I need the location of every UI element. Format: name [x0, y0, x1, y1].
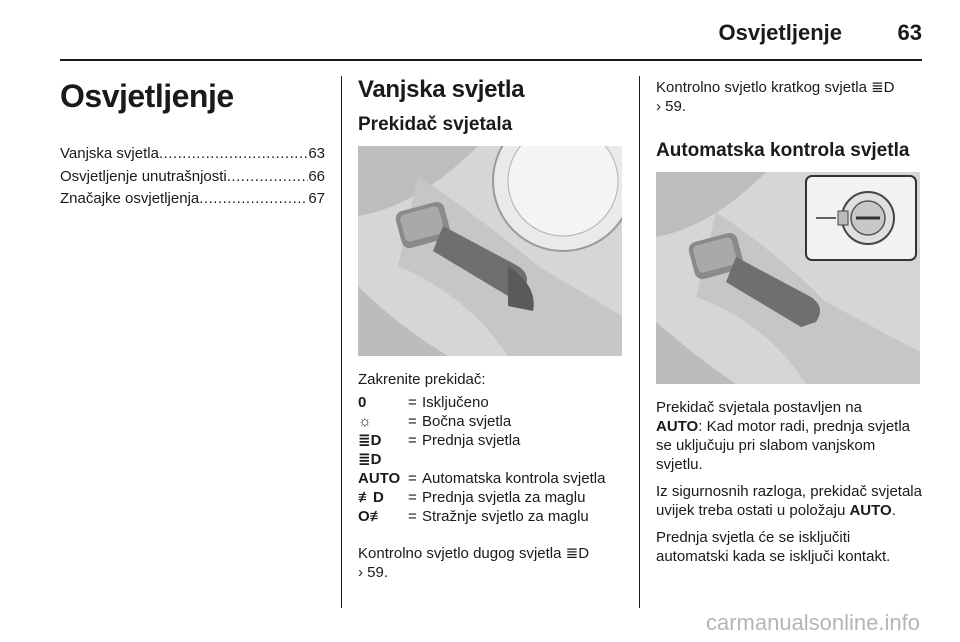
auto-symbol: AUTO: [849, 502, 892, 519]
subsection-title: Prekidač svjetala: [358, 114, 513, 135]
section-title: Vanjska svjetla: [358, 76, 525, 103]
symbol-list: [358, 393, 622, 526]
page-reference-link[interactable]: › 59.: [358, 564, 389, 581]
auto-light-illustration: [656, 172, 920, 384]
safety-paragraph: Iz sigurnosnih razloga, prekidač svjetala uvijek treba ostati u položaju AUTO.: [656, 483, 922, 519]
list-item: O≢ = Stražnje svjetlo za maglu: [358, 508, 589, 525]
header-rule: [60, 59, 922, 61]
toc-item[interactable]: Značajke osvjetljenja ..... 67: [60, 188, 325, 211]
list-item: ≢D = Prednja svjetla za maglu: [358, 489, 586, 506]
header-page-number: 63: [897, 20, 922, 45]
page-reference-link[interactable]: › 59.: [656, 98, 687, 115]
off-symbol: 0: [358, 394, 367, 411]
auto-symbol: AUTO: [358, 470, 401, 487]
headlight-icon: ≣D ≣D: [358, 432, 382, 468]
intro-text: Zakrenite prekidač:: [358, 371, 486, 388]
high-beam-note: Kontrolno svjetlo dugog svjetla ≣D › 59.: [358, 545, 590, 581]
low-beam-note: Kontrolno svjetlo kratkog svjetla ≣D › 59.: [656, 79, 895, 115]
column-2: [358, 68, 622, 582]
list-item: AUTO = Automatska kontrola svjetla: [358, 470, 606, 487]
rear-fog-light-icon: O≢: [358, 508, 385, 525]
table-of-contents: [60, 143, 325, 211]
list-item: ≣D ≣D = Prednja svjetla: [358, 432, 521, 468]
side-light-icon: ☼: [358, 413, 372, 430]
header-title: Osvjetljenje: [718, 20, 842, 45]
watermark: carmanualsonline.info: [705, 610, 920, 635]
section-title: Automatska kontrola svjetla: [656, 140, 910, 161]
toc-item[interactable]: Osvjetljenje unutrašnjosti ..... 66: [60, 166, 325, 189]
column-divider-2: [639, 76, 640, 608]
front-fog-light-icon: ≢D: [358, 489, 384, 506]
column-divider-1: [341, 76, 342, 608]
column-3: [656, 68, 922, 566]
list-item: ☼ = Bočna svjetla: [358, 413, 512, 430]
list-item: 0 = Isključeno: [358, 394, 489, 411]
auto-symbol: AUTO: [656, 418, 699, 435]
column-1: [60, 68, 325, 211]
toc-item[interactable]: Vanjska svjetla ..... 63: [60, 143, 325, 166]
light-switch-illustration: [358, 146, 622, 356]
chapter-title: Osvjetljenje: [60, 78, 234, 114]
auto-paragraph: Prekidač svjetala postavljen na AUTO: Kad motor radi, prednja svjetla se uključuju pri slabom vanjskom svjetlu.: [656, 399, 911, 473]
ignition-paragraph: Prednja svjetla će se isključiti automatski kada se isključi kontakt.: [656, 529, 891, 565]
